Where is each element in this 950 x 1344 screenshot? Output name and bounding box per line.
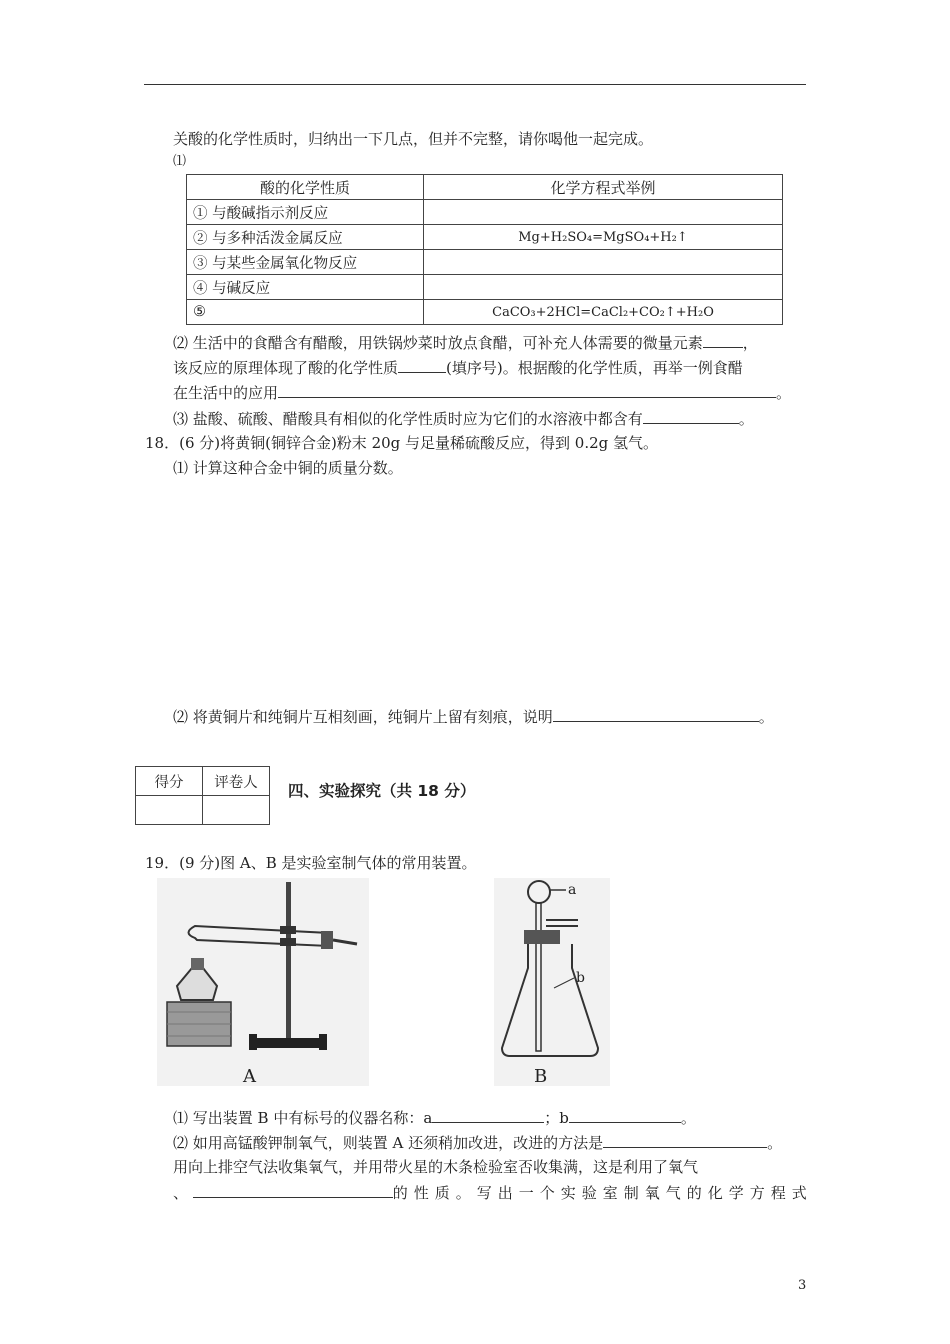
answer-blank[interactable] xyxy=(398,356,446,373)
label-a-tag: a xyxy=(568,882,577,898)
acid-properties-table xyxy=(186,174,783,325)
score-table xyxy=(135,766,270,825)
equation-cell: Mg+H₂SO₄=MgSO₄+H₂↑ xyxy=(424,225,783,250)
q19-part2-line3: 、 的性质。写出一个实验室制氧气的化学方程式 xyxy=(173,1181,813,1204)
label-b-tag: b xyxy=(576,970,585,986)
equation-cell xyxy=(424,275,783,300)
header-rule xyxy=(144,84,806,85)
answer-blank[interactable] xyxy=(703,331,743,348)
q18-part2: ⑵ 将黄铜片和纯铜片互相刻画，纯铜片上留有刻痕，说明 。 xyxy=(173,705,774,728)
score-cell[interactable] xyxy=(136,796,203,825)
table-row xyxy=(187,250,783,275)
figure-a-label: A xyxy=(243,1066,256,1086)
section-title: 四、实验探究（共 18 分） xyxy=(288,782,476,800)
q18-stem: 18．(6 分)将黄铜(铜锌合金)粉末 20g 与足量稀硫酸反应，得到 0.2g 氢气。 xyxy=(145,434,659,452)
table-row xyxy=(187,225,783,250)
property-cell: ③ 与某些金属氧化物反应 xyxy=(187,250,424,275)
q19-part2-line2: 用向上排空气法收集氧气，并用带火星的木条检验室否收集满，这是利用了氧气 xyxy=(173,1158,699,1176)
q17-part1-label: ⑴ xyxy=(173,154,187,169)
q19-part1: ⑴ 写出装置 B 中有标号的仪器名称：a ；b 。 xyxy=(173,1106,696,1129)
header-equation: 化学方程式举例 xyxy=(424,175,783,200)
intro-text: 关酸的化学性质时，归纳出一下几点，但并不完整，请你喝他一起完成。 xyxy=(173,130,654,148)
q19-part2-line1: ⑵ 如用高锰酸钾制氧气，则装置 A 还须稍加改进，改进的方法是 。 xyxy=(173,1131,782,1154)
q17-part3: ⑶ 盐酸、硫酸、醋酸具有相似的化学性质时应为它们的水溶液中都含有 。 xyxy=(173,407,754,430)
table-row xyxy=(187,300,783,325)
equation-cell xyxy=(424,200,783,225)
property-cell: ① 与酸碱指示剂反应 xyxy=(187,200,424,225)
equation-cell: CaCO₃+2HCl=CaCl₂+CO₂↑+H₂O xyxy=(424,300,783,325)
header-property: 酸的化学性质 xyxy=(187,175,424,200)
answer-blank[interactable] xyxy=(553,705,759,722)
figure-b-label: B xyxy=(534,1066,548,1086)
q19-stem: 19．(9 分)图 A、B 是实验室制气体的常用装置。 xyxy=(145,854,477,872)
answer-blank[interactable] xyxy=(278,381,776,398)
apparatus-b-figure xyxy=(494,878,610,1086)
q18-part1: ⑴ 计算这种合金中铜的质量分数。 xyxy=(173,459,403,477)
answer-blank[interactable] xyxy=(193,1181,393,1198)
q17-part2-line1: ⑵ 生活中的食醋含有醋酸，用铁锅炒菜时放点食醋，可补充人体需要的微量元素 ， xyxy=(173,331,758,354)
answer-blank[interactable] xyxy=(643,407,739,424)
answer-blank[interactable] xyxy=(569,1106,681,1123)
answer-blank[interactable] xyxy=(432,1106,544,1123)
equation-cell xyxy=(424,250,783,275)
property-cell: ⑤ xyxy=(187,300,424,325)
answer-blank[interactable] xyxy=(603,1131,767,1148)
table-row xyxy=(187,275,783,300)
apparatus-a-figure xyxy=(157,878,369,1086)
table-header-row xyxy=(187,175,783,200)
property-cell: ④ 与碱反应 xyxy=(187,275,424,300)
table-row xyxy=(187,200,783,225)
page-number: 3 xyxy=(798,1278,807,1293)
score-label: 得分 xyxy=(136,767,203,796)
grader-cell[interactable] xyxy=(203,796,270,825)
grader-label: 评卷人 xyxy=(203,767,270,796)
q17-part2-line2: 该反应的原理体现了酸的化学性质 (填序号)。根据酸的化学性质，再举一例食醋 xyxy=(173,356,743,379)
q17-part2-line3: 在生活中的应用 。 xyxy=(173,381,791,404)
property-cell: ② 与多种活泼金属反应 xyxy=(187,225,424,250)
